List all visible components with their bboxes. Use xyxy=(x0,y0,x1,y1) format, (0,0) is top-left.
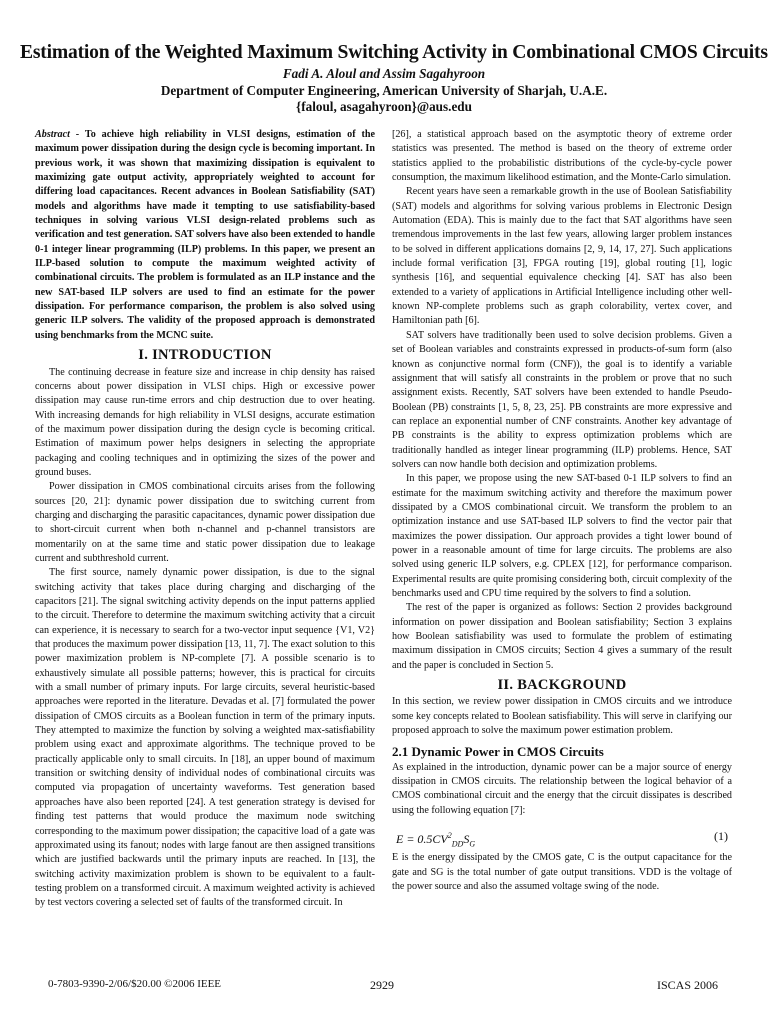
intro-paragraph-1: The continuing decrease in feature size and increase in chip density has raised concerns about power dissipation in VLSI chips. High or excessive power dissipation may cause run-time errors and chip destruction due to over heating. With increasing demands for high reliability in VLSI designs, accurate estimation of the maximum power dissipation during the design cycle is becoming critical. Estimation of maximum power helps designers in selecting the appropriate packaging and cooling techniques and in optimizing the sizes of the power and ground buses. xyxy=(35,366,375,478)
intro-paragraph-4: [26], a statistical approach based on the asymptotic theory of extreme order statistics was presented. The method is based on the theory of extreme order statistics applied to the probabilistic distributions of the cycle-by-cycle power consumption, the maximum likelihood estimation, and the Monte-Carlo simulation. xyxy=(392,129,732,184)
intro-paragraph-8: The rest of the paper is organized as follows: Section 2 provides background information on power dissipation and Boolean satisfiability; Section 3 explains how Boolean satisfiability was used to formulate the problem of estimating maximum dissipation in CMOS circuits; Section 4 gives a summary of the result and the paper is concluded in Section 5. xyxy=(392,602,732,671)
left-column xyxy=(35,128,375,911)
intro-paragraph-6: SAT solvers have traditionally been used to solve decision problems. Given a set of Boolean variables and constraints expressed in products-of-sum form (also known as conjunctive normal form (CNF)), the goal is to identify a variable assignment that will satisfy all constraints in the problem or prove that no such assignment exists. Recently, SAT solvers have been extended to handle Pseudo-Boolean (PB) constraints [1, 5, 8, 23, 25]. PB constraints are more expressive and can replace an exponential number of CNF constraints. Another key advantage of PB constraints is the ability to express optimization problems which are traditionally handled as integer linear programming (ILP) problems. Hence, SAT solvers can now handle both decision and optimization problems. xyxy=(392,329,732,470)
background-paragraph-1: In this section, we review power dissipation in CMOS circuits and we introduce some key concepts related to Boolean satisfiability. This will serve in clarifying our proposed approach to solve the maximum power estimation problem. xyxy=(392,696,732,737)
equation-subscript-g: G xyxy=(469,839,476,849)
right-column xyxy=(392,128,732,894)
background-paragraph-3: E is the energy dissipated by the CMOS gate, C is the output capacitance for the gate and SG is the total number of gate output transitions. VDD is the voltage of the power source and also the assumed voltage swing of the node. xyxy=(392,852,732,892)
equation-1 xyxy=(392,823,732,849)
equation-number: (1) xyxy=(714,829,728,844)
abstract xyxy=(35,128,375,343)
equation-subscript-dd: DD xyxy=(451,839,464,849)
section-heading-introduction: I. INTRODUCTION xyxy=(138,347,272,364)
equation-s: S xyxy=(463,832,470,847)
intro-paragraph-3: The first source, namely dynamic power dissipation, is due to the signal switching activity that takes place during charging and discharging of the capacitors [21]. The signal switching activity depends on the input patterns applied to the circuit. Therefore to determine the maximum switching activity that a circuit can experience, it is necessary to search for a two-vector input sequence {V1, V2} that produces the maximum power dissipation [13, 11, 7]. The exact solution to this power maximization problem is NP-complete [7]. A possible scenario is to exhaustively simulate all possible patterns; however, this is practical for circuits with a small number of primary inputs. For large circuits, several heuristic-based approaches were reported in the literature. Devadas et al. [7] formulated the power dissipation of CMOS circuits as a Boolean function in term of the primary inputs. They attempted to maximize the function by solving a weighted max-satisfiability problem using exact and approximate algorithms. The technique proved to be practically applicable only to small circuits. In [18], an upper bound of maximum transition or switching density of individual nodes of combinational circuits was computed via propagation of uncertainty waveforms. Test generation based approaches have also been reported [24]. A test generation strategy is devised for finding test patterns that would produce the maximum node switching corresponding to the maximum power dissipation; the capacitive load of a gate was approximated using its fanout; nodes with large fanout are then assigned transitions which are justified backwards until the primary inputs are reached. In [13], the switching activity maximization problem is shown to be equivalent to a fault-testing problem on a transformed circuit. A maximum weighted activity is achieved by test vectors covering a selected set of faults of the transformed circuit. In xyxy=(35,567,375,909)
background-paragraph-2: As explained in the introduction, dynamic power can be a major source of energy dissipation in CMOS circuits. The relationship between the logical behavior of a CMOS combinational circuit and the energy that the circuit dissipates is described using the following equation [7]: xyxy=(392,761,732,816)
subsection-heading-dynamic-power: 2.1 Dynamic Power in CMOS Circuits xyxy=(392,744,604,760)
intro-paragraph-7: In this paper, we propose using the new SAT-based 0-1 ILP solvers to find an estimate for the maximum switching activity and therefore the maximum power dissipated by a CMOS combinational circuit. We transform the problem to an optimization instance and use SAT-based ILP solvers to find the vector pair that maximizes the power dissipation. Our approach provides a tight lower bound of power in a reasonable amount of time for large circuits. The problems are also solved using generic ILP solvers, e.g. CPLEX [12], for performance comparison. Experimental results are quite promising considering both, circuit complexity of the benchmarks used and CPU time required by the solvers to find a solution. xyxy=(392,473,732,599)
paper-email: {faloul, asagahyroon}@aus.edu xyxy=(296,99,472,114)
equation-superscript: 2 xyxy=(447,831,452,841)
paper-authors: Fadi A. Aloul and Assim Sagahyroon xyxy=(282,66,486,81)
footer-page-number: 2929 xyxy=(370,978,394,992)
paper-affiliation: Department of Computer Engineering, American University of Sharjah, U.A.E. xyxy=(160,83,608,98)
footer-copyright: 0-7803-9390-2/06/$20.00 ©2006 IEEE xyxy=(48,978,222,990)
abstract-label: Abstract xyxy=(35,129,70,140)
abstract-text: - To achieve high reliability in VLSI designs, estimation of the maximum power dissipation during the design cycle is becoming important. In previous work, it was shown that maximizing dissipation is equivalent to maximizing gate output activity, appropriately weighted to account for differing load capacitances. Recent advances in Boolean Satisfiability (SAT) models and algorithms have made it tempting to use satisfiability-based techniques in solving various VLSI design-related problems such as verification and test generation. SAT solvers have also been extended to handle 0-1 integer linear programming (ILP) problems. In this paper, we present an ILP-based solution to compute the maximum weighted activity of combinational circuits. The problem is formulated as an ILP instance and the new SAT-based ILP solvers are used to find an estimate for the power dissipation. For performance comparison, the problem is also solved using generic ILP solvers. The validity of the proposed approach is demonstrated using benchmarks from the MCNC suite. xyxy=(35,129,375,341)
section-heading-background: II. BACKGROUND xyxy=(497,677,627,694)
paper-title: Estimation of the Weighted Maximum Switching Activity in Combinational CMOS Circuits xyxy=(20,42,768,63)
intro-paragraph-5: Recent years have seen a remarkable growth in the use of Boolean Satisfiability (SAT) models and algorithms for solving various problems in Electronic Design Automation (EDA). This is mainly due to the fact that SAT algorithms have seen tremendous improvements in the last few years, allowing larger problem instances to be solved in different applications domains [2, 9, 14, 17, 27]. Such applications include formal verification [3], FPGA routing [19], global routing [1], logic synthesis [16], and sequential equivalence checking [4]. SAT has also been extended to a variety of applications in Artificial Intelligence including other well-known NP-complete problems such as graph colorability, vertex cover, and Hamiltonian path [6]. xyxy=(392,186,732,327)
intro-paragraph-2: Power dissipation in CMOS combinational circuits arises from the following sources [20, 21]: dynamic power dissipation due to switching current from charging and discharging the parasitic capacitances, dynamic power dissipation due to short-circuit current when both n-channel and p-channel transistors are momentarily on at the same time and static power dissipation due to leakage current and subthreshold current. xyxy=(35,481,375,564)
footer-venue: ISCAS 2006 xyxy=(657,978,719,992)
equation-lhs: E = 0.5CV xyxy=(396,832,448,847)
equation-expression xyxy=(396,829,475,852)
